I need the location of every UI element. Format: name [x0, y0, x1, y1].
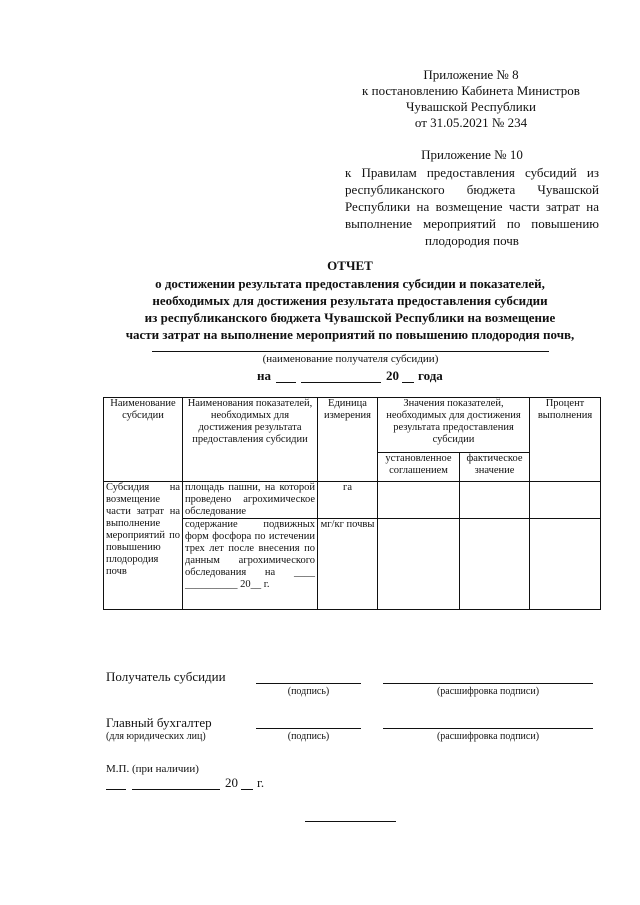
percent-cell[interactable]: [530, 482, 601, 519]
accountant-signature-line[interactable]: [256, 728, 361, 729]
indicator-cell: содержание подвижных форм фосфора по истечении трех лет после внесения по данным агрохимического обследования на ____ __________ 20__ г.: [183, 519, 318, 610]
recipient-name-line[interactable]: [152, 351, 549, 352]
report-subtitle-line-3: из республиканского бюджета Чувашской Республики на возмещение: [144, 310, 556, 325]
accountant-signature-caption: (подпись): [287, 731, 330, 742]
header-unit: Единица измерения: [318, 398, 378, 482]
accountant-label: Главный бухгалтер: [106, 715, 212, 730]
on-label: на: [257, 368, 271, 383]
accountant-note: (для юридических лиц): [106, 731, 206, 742]
sign-year-suffix: г.: [257, 775, 265, 790]
appendix-8-line-3: от 31.05.2021 № 234: [414, 115, 528, 130]
header-percent: Процент выполнения: [530, 398, 601, 482]
year-prefix: 20: [386, 368, 399, 383]
report-subtitle: [90, 275, 610, 343]
percent-cell[interactable]: [530, 519, 601, 610]
set-value-cell[interactable]: [378, 519, 460, 610]
stamp-label: М.П. (при наличии): [106, 763, 199, 775]
header-subsidy-name: Наименование субсидии: [104, 398, 183, 482]
report-subtitle-line-2: необходимых для достижения результата предоставления субсидии: [152, 293, 548, 308]
appendix-10-title: Приложение № 10: [421, 147, 523, 162]
day-blank[interactable]: [276, 382, 296, 383]
appendix-10-text: к Правилам предоставления субсидий из республиканского бюджета Чувашской Республики на возмещение части затрат на выполнение мероприятий по повышению плодородия почв: [345, 165, 599, 248]
subsidy-name-cell: Субсидия на возмещение части затрат на выполнение мероприятий по повышению плодородия почв: [104, 482, 183, 610]
actual-value-cell[interactable]: [460, 519, 530, 610]
recipient-caption: (наименование получателя субсидии): [262, 353, 439, 365]
unit-cell: га: [318, 482, 378, 519]
actual-value-cell[interactable]: [460, 482, 530, 519]
report-title: ОТЧЕТ: [327, 258, 373, 273]
accountant-decoding-line[interactable]: [383, 728, 593, 729]
recipient-decoding-line[interactable]: [383, 683, 593, 684]
report-table: [103, 397, 601, 610]
header-values: Значения показателей, необходимых для достижения результата предоставления субсидии: [378, 398, 530, 453]
header-actual: фактическое значение: [460, 453, 530, 482]
unit-cell: мг/кг почвы: [318, 519, 378, 610]
recipient-signature-line[interactable]: [256, 683, 361, 684]
sign-month-blank[interactable]: [132, 789, 220, 790]
sign-year-prefix: 20: [225, 775, 238, 790]
bottom-separator: [305, 821, 396, 822]
sign-year-blank[interactable]: [241, 789, 253, 790]
recipient-signature-caption: (подпись): [287, 686, 330, 697]
year-blank[interactable]: [402, 382, 414, 383]
appendix-8-line-1: к постановлению Кабинета Министров: [362, 83, 580, 98]
table-row: [104, 482, 601, 519]
month-blank[interactable]: [301, 382, 381, 383]
appendix-8-line-2: Чувашской Республики: [405, 99, 537, 114]
accountant-decoding-caption: (расшифровка подписи): [436, 731, 540, 742]
report-subtitle-line-4: части затрат на выполнение мероприятий по повышению плодородия почв,: [125, 327, 575, 342]
sign-day-blank[interactable]: [106, 789, 126, 790]
set-value-cell[interactable]: [378, 482, 460, 519]
header-indicators: Наименования показателей, необходимых для достижения результата предоставления субсидии: [183, 398, 318, 482]
header-set-by-agreement: установленное соглашением: [378, 453, 460, 482]
indicator-cell: площадь пашни, на которой проведено агрохимическое обследование: [183, 482, 318, 519]
appendix-8-block: [340, 67, 602, 131]
recipient-label: Получатель субсидии: [106, 669, 226, 684]
appendix-8-title: Приложение № 8: [423, 67, 519, 82]
report-subtitle-line-1: о достижении результата предоставления субсидии и показателей,: [155, 276, 545, 291]
recipient-decoding-caption: (расшифровка подписи): [436, 686, 540, 697]
year-suffix: года: [418, 368, 443, 383]
